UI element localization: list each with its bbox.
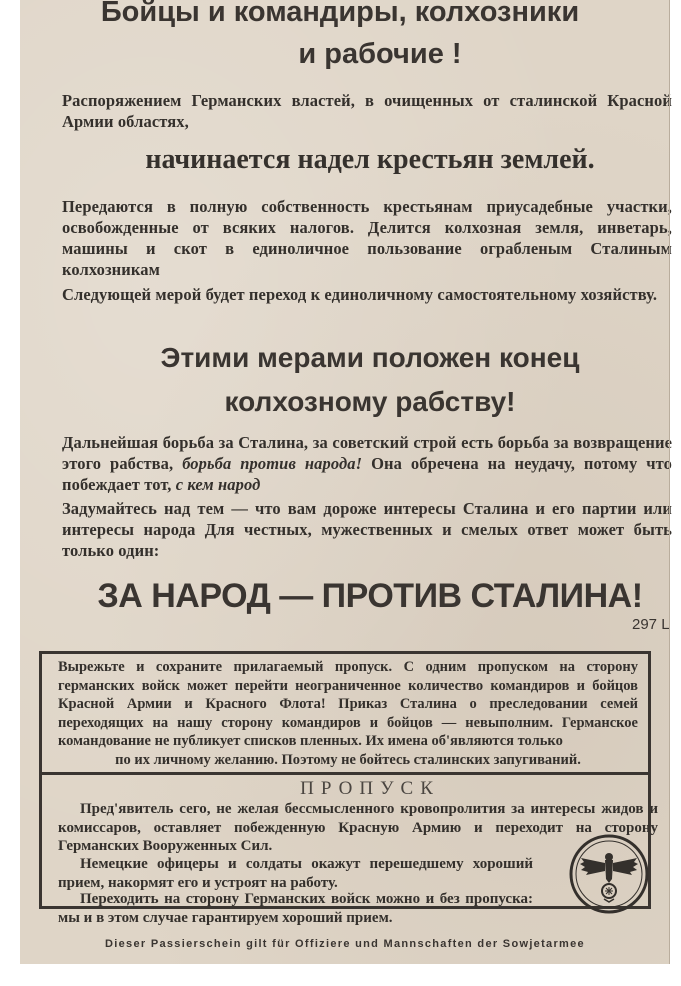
slogan: ЗА НАРОД — ПРОТИВ СТАЛИНА!	[97, 577, 643, 615]
heading2-line2: колхозному рабству!	[224, 386, 516, 417]
pass-title: ПРОПУСК	[300, 778, 440, 799]
struggle-emphasis-1: борьба против народа!	[182, 454, 363, 473]
leaflet-code: 297 L	[632, 616, 670, 633]
pass-paragraph-3: Переходить на сторону Германских войск можно и без пропуска: мы и в этом случае гарантируем хороший прием.	[58, 891, 533, 926]
main-heading-line2: и рабочие !	[298, 38, 462, 70]
cut-out-notice	[58, 658, 638, 769]
struggle-text-1: Дальнейшая борьба за Сталина, за советский строй есть борьба за возвращение этого рабства,	[62, 433, 672, 473]
pass-paragraph-2: Немецкие офицеры и солдаты окажут перешедшему хороший прием, накормят его и устроят на работу.	[58, 856, 533, 891]
paragraph-land: Передаются в полную собственность крестьянам приусадебные участки, освобожденные от всяких налогов. Делится колхозная земля, инветарь, машины и скот в единоличное пользование ограбленым Сталиным колхозникам	[62, 197, 672, 279]
struggle-emphasis-2: с кем народ	[175, 475, 261, 494]
lead-paragraph: Распоряжением Германских властей, в очищенных от сталинской Красной Армии областях,	[62, 91, 672, 131]
struggle-text-2: Она обречена на неудачу, потому что побеждает тот,	[62, 454, 672, 494]
pass-paragraph-1: Пред'явитель сего, не желая бессмысленного кровопролития за интересы жидов и комиссаров, оставляет побежденную Красную Армию и переходит на сторону Германских Вооруженных Сил.	[58, 801, 658, 854]
box-divider	[39, 772, 651, 775]
eagle-emblem-icon	[568, 833, 650, 915]
notice-text: Вырежьте и сохраните прилагаемый пропуск. С одним пропуском на сторону германских войск может перейти неограниченное количество командиров и бойцов Красной Армии и Красного Флота! Приказ Сталина о преследовании семей переходящих на нашу сторону командиров и бойцов — невыполним. Германское командование не публикует списков пленных. Их имена об'являются только	[58, 659, 638, 749]
subheading: начинается надел крестьян землей.	[145, 144, 595, 175]
paragraph-think: Задумайтесь над тем — что вам дороже интересы Сталина и его партии или интересы народа Для честных, мужественных и смелых ответ может быть только один:	[62, 499, 672, 560]
footer-german-note: Dieser Passierschein gilt für Offiziere und Mannschaften der Sowjetarmee	[105, 938, 585, 950]
main-heading-line1: Бойцы и командиры, колхозники	[100, 0, 580, 28]
notice-last-line: по их личному желанию. Поэтому не бойтесь сталинских запугиваний.	[115, 751, 581, 768]
heading2-line1: Этими мерами положен конец	[160, 342, 580, 373]
paragraph-struggle	[62, 432, 672, 495]
paragraph-next-measure: Следующей мерой будет переход к единоличному самостоятельному хозяйству.	[62, 285, 658, 304]
leaflet-sheet	[20, 0, 670, 964]
